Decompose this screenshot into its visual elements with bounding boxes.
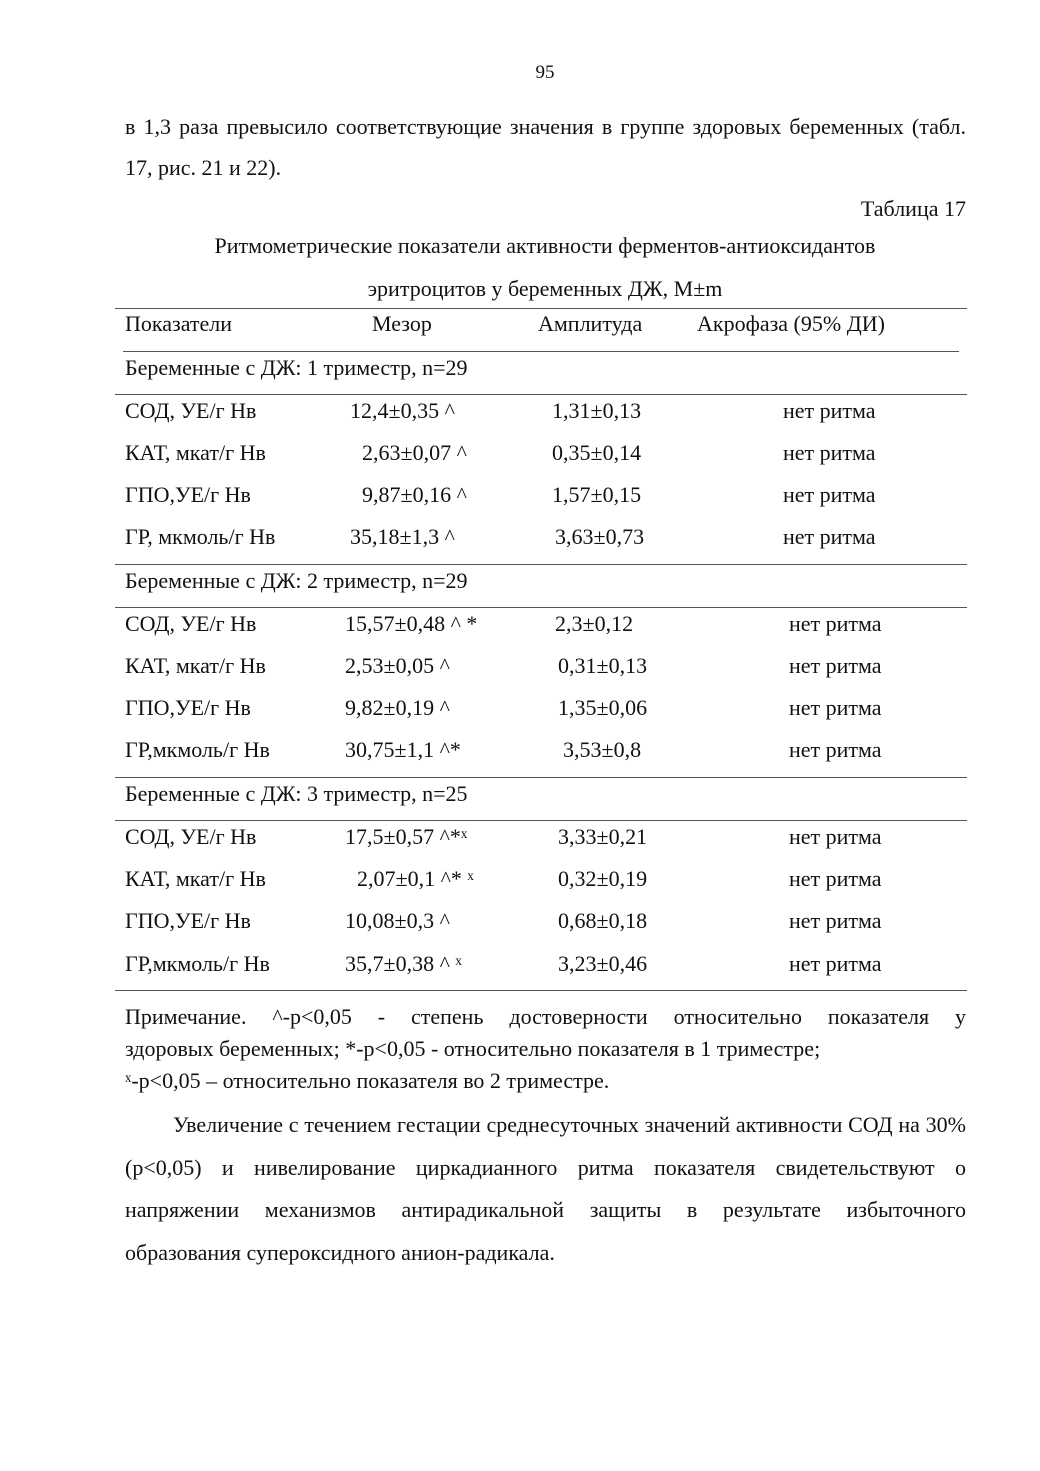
table-rule-header	[123, 351, 959, 352]
row-mesor: 35,7±0,38 ^ ˣ	[345, 951, 462, 976]
row-name: ГР,мкмоль/г Нв	[125, 951, 270, 976]
row-name: СОД, УЕ/г Нв	[125, 611, 257, 636]
row-amplitude: 3,53±0,8	[563, 737, 642, 762]
table-rule-group1	[115, 394, 967, 395]
table-rule-group3-top	[115, 777, 967, 778]
conclusion-text: Увеличение с течением гестации среднесуточных значений активности СОД на 30% (p<0,05) и нивелирование циркадианного ритма показателя свидетельствуют о напряжении механизмов антирадикальной защиты в результате избыточного образования супероксидного анион-радикала.	[125, 1112, 966, 1265]
row-acrophase: нет ритма	[783, 440, 876, 465]
row-mesor: 12,4±0,35 ^	[350, 398, 455, 423]
row-name: ГПО,УЕ/г Нв	[125, 482, 251, 507]
table-rule-top	[115, 308, 967, 309]
row-mesor: 10,08±0,3 ^	[345, 908, 450, 933]
row-acrophase: нет ритма	[789, 951, 882, 976]
table-note	[125, 1001, 966, 1097]
row-amplitude: 1,31±0,13	[552, 398, 642, 423]
row-mesor: 2,07±0,1 ^* ˣ	[357, 866, 474, 891]
row-name: ГПО,УЕ/г Нв	[125, 695, 251, 720]
row-amplitude: 3,63±0,73	[555, 524, 645, 549]
row-acrophase: нет ритма	[783, 524, 876, 549]
row-amplitude: 0,32±0,19	[558, 866, 648, 891]
row-amplitude: 0,68±0,18	[558, 908, 648, 933]
intro-paragraph: в 1,3 раза превысило соответствующие значения в группе здоровых беременных (табл. 17, рис. 21 и 22).	[125, 114, 966, 180]
row-name: КАТ, мкат/г Нв	[125, 440, 266, 465]
conclusion-paragraph	[125, 1104, 966, 1274]
row-amplitude: 1,35±0,06	[558, 695, 648, 720]
group-title-trimester-3: Беременные с ДЖ: 3 триместр, n=25	[125, 781, 468, 806]
note-line-2: здоровых беременных; *-p<0,05 - относительно показателя в 1 триместре;	[125, 1036, 821, 1061]
row-amplitude: 3,23±0,46	[558, 951, 648, 976]
row-name: ГР,мкмоль/г Нв	[125, 737, 270, 762]
table-title-line-1: Ритмометрические показатели активности ферментов-антиоксидантов	[214, 233, 876, 258]
row-mesor: 35,18±1,3 ^	[350, 524, 455, 549]
page-number: 95	[535, 62, 555, 83]
header-acrophase: Акрофаза (95% ДИ)	[697, 311, 885, 336]
row-name: ГПО,УЕ/г Нв	[125, 908, 251, 933]
row-amplitude: 0,35±0,14	[552, 440, 642, 465]
row-name: СОД, УЕ/г Нв	[125, 824, 257, 849]
row-name: КАТ, мкат/г Нв	[125, 653, 266, 678]
table-label: Таблица 17	[860, 196, 966, 221]
table-rule-bottom	[115, 990, 967, 991]
row-acrophase: нет ритма	[783, 398, 876, 423]
row-amplitude: 1,57±0,15	[552, 482, 642, 507]
row-name: СОД, УЕ/г Нв	[125, 398, 257, 423]
group-title-trimester-2: Беременные с ДЖ: 2 триместр, n=29	[125, 568, 468, 593]
row-name: КАТ, мкат/г Нв	[125, 866, 266, 891]
row-acrophase: нет ритма	[789, 653, 882, 678]
note-line-1: Примечание. ^-p<0,05 - степень достоверности относительно показателя у	[125, 1004, 966, 1029]
row-acrophase: нет ритма	[789, 737, 882, 762]
row-mesor: 9,87±0,16 ^	[362, 482, 467, 507]
row-mesor: 2,63±0,07 ^	[362, 440, 467, 465]
row-acrophase: нет ритма	[789, 908, 882, 933]
table-rule-group3	[115, 820, 967, 821]
row-acrophase: нет ритма	[789, 695, 882, 720]
header-amplitude: Амплитуда	[538, 311, 643, 336]
header-mesor: Мезор	[372, 311, 432, 336]
row-mesor: 15,57±0,48 ^ *	[345, 611, 478, 636]
table-rule-group2-top	[115, 564, 967, 565]
header-indicators: Показатели	[125, 311, 233, 336]
table-title-line-2: эритроцитов у беременных ДЖ, M±m	[367, 276, 723, 301]
row-amplitude: 2,3±0,12	[555, 611, 634, 636]
row-mesor: 9,82±0,19 ^	[345, 695, 450, 720]
row-mesor: 2,53±0,05 ^	[345, 653, 450, 678]
row-acrophase: нет ритма	[789, 824, 882, 849]
row-amplitude: 3,33±0,21	[558, 824, 648, 849]
table-rule-group2	[115, 607, 967, 608]
row-mesor: 17,5±0,57 ^*ˣ	[345, 824, 468, 849]
row-mesor: 30,75±1,1 ^*	[345, 737, 461, 762]
group-title-trimester-1: Беременные с ДЖ: 1 триместр, n=29	[125, 355, 468, 380]
table-title	[110, 224, 980, 310]
row-amplitude: 0,31±0,13	[558, 653, 648, 678]
row-acrophase: нет ритма	[783, 482, 876, 507]
row-name: ГР, мкмоль/г Нв	[125, 524, 276, 549]
row-acrophase: нет ритма	[789, 866, 882, 891]
row-acrophase: нет ритма	[789, 611, 882, 636]
note-line-3: ˣ-p<0,05 – относительно показателя во 2 триместре.	[125, 1068, 610, 1093]
